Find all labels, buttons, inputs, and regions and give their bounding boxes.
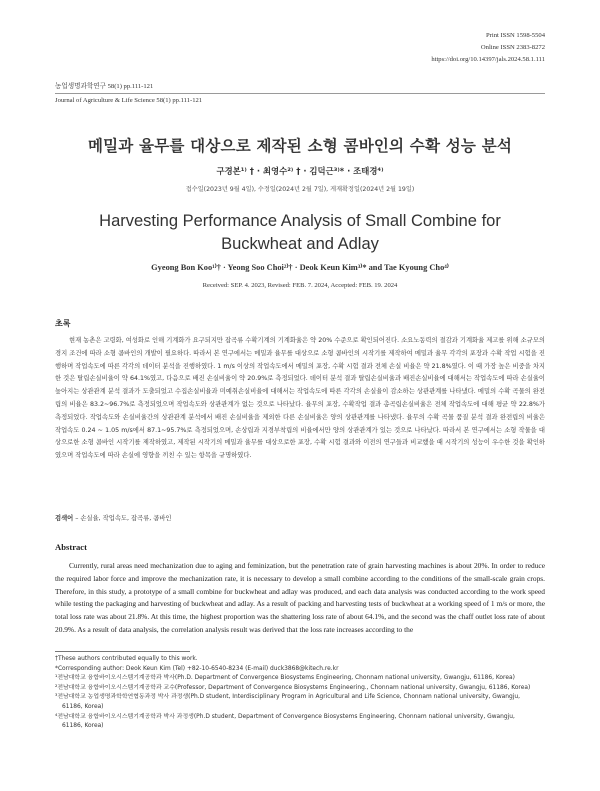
abstract-ko-text: 현재 농촌은 고령화, 여성화로 인해 기계화가 요구되지만 잡곡류 수확기계의 기계화율은 약 20% 수준으로 확인되어진다. 소요노동력의 절감과 기계화율 제고를 위해 소규모의 경지 조건에 따라 소형 콤바인의 개발이 필요하다. 따라서 본 연구에서는 메밀과 율무를 대상으로 소형 콤바인의 시작기를 제작하여 메밀과 율무 각각의 포장과 수확 작업 시험을 진행하며 작업속도에 따른 각각의 데이터 분석을 진행하였다. 1 m/s 이상의 작업속도에서 메밀의 포장, 수확 시험 결과 전체 손실 비율은 약 21.8%였다. 이 때 가장 높은 비중을 차지한 것은 탈립손실비율이 약 64.1%였고, 다음으로 배진 손실비율이 약 20.9%로 측정되었다. 데이터 분석 결과 탈립손실비율과 배진손실비율에 대해서는 작업속도에 따라 손실율이 높아지는 상관관계 분석 결과가 도출되었고 수집손실비율과 미예취손실비율에 대해서는 작업속도에 따른 각각의 손실율이 감소하는 상관관계를 나타냈다. 메밀의 수확 곡물의 완전립의 비율은 83.2~96.7%로 측정되었으며 작업속도와 상관관계가 없는 것으로 나타났다. 율무의 포장, 수확작업 결과 총곡립손실비율은 전체 작업속도에 대해 평균 약 22.8%가 측정되었다. 작업속도와 손실비율간의 상관관계 분석에서 배진 손실비율을 제외한 다른 손실비율은 양의 상관관계를 나타냈다. 율무의 수확 곡물 품질 분석 결과 완전립의 비율은 작업속도 0.24 ~ 1.05 m/s에서 87.1~95.7%로 측정되었으며, 손상립과 지경부착립의 비율에서만 양의 상관관계가 있는 것으로 나타났다. 따라서 본 연구에서는 소형 작물을 대상으로한 소형 콤바인 시작기를 제작하였고, 제작된 시작기의 메밀과 율무를 대상으로한 포장, 수확 시험 결과와 이전의 연구들과 비교했을 때 시작기의 성능이 우수한 것을 확인하였으며 작업속도에 따라 손실에 영향을 끼친 수 있는 항목을 규명하였다.: [55, 337, 545, 460]
dates-ko: 접수일(2023년 9월 4일), 수정일(2024년 2월 7일), 게재확정일(2024년 2월 19일): [185, 186, 415, 193]
issn-block: [431, 30, 545, 66]
footnote-equal-contribution: †These authors contributed equally to this work.: [55, 656, 198, 662]
paper-title-en: Harvesting Performance Analysis of Small Combine for Buckwheat and Adlay: [99, 212, 501, 253]
abstract-en-text: Currently, rural areas need mechanization due to aging and feminization, but the penetration rate of grain harvesting machines is about 20%. In order to reduce the required labor force and improve the mechanization rate, it is necessary to develop a small combine according to the conditions of the small-scale grain crops. Therefore, in this study, a prototype of a small combine for buckwheat and adlay was produced, and each data analysis was conducted according to the work speed while testing the packaging and harvesting of buckwheat and adlay. As a result of packing and harvesting tests of buckwheat at a working speed of 1 m/s or more, the total loss rate was about 21.8%. At this time, the highest proportion was the shattering loss rate of about 64.1%, and the second was the chaff outlet loss rate of about 20.9%. As a result of data analysis, the correlation analysis result was derived that the loss rate increases according to the: [55, 561, 545, 634]
online-issn: Online ISSN 2383-8272: [480, 44, 545, 51]
footnote-affiliation-4-cont: 61186, Korea): [62, 723, 104, 730]
footnote-corresponding-author: *Corresponding author: Deok Keun Kim (Tel) +82-10-6540-8234 (E-mail) duck3868@kitech.re.kr: [55, 665, 339, 672]
keywords-text: – 손실율, 작업속도, 잡곡류, 콤바인: [73, 515, 172, 522]
footnote-affiliation-3: ³전남대학교 농업생명과학학연협동과정 박사 과정생(Ph.D student, Interdisciplinary Program in Agricultural and Life Science, Chonnam national university, Gwangju,: [55, 694, 520, 701]
doi-link[interactable]: https://doi.org/10.14397/jals.2024.58.1.111: [431, 56, 545, 63]
abstract-en-body: [55, 560, 545, 637]
abstract-ko-heading: 초록: [55, 319, 71, 328]
footnote-rule: [55, 651, 190, 652]
paper-title-ko: 메밀과 율무를 대상으로 제작된 소형 콤바인의 수확 성능 분석: [87, 137, 513, 155]
header-rule: [55, 93, 545, 94]
print-issn: Print ISSN 1598-5504: [486, 32, 545, 39]
authors-en: Gyeong Bon Koo¹⁾† · Yeong Soo Choi²⁾† · Deok Keun Kim³⁾* and Tae Kyoung Cho⁴⁾: [151, 263, 449, 272]
footnote-affiliation-1: ¹전남대학교 융합바이오시스템기계공학과 박사(Ph.D. Department of Convergence Biosystems Engineering, Chonnam national university, Gwangju, 61186, Korea): [55, 675, 515, 682]
abstract-ko-body: [55, 335, 545, 463]
dates-en: Received: SEP. 4. 2023, Revised: FEB. 7. 2024, Accepted: FEB. 19. 2024: [202, 282, 398, 289]
footnote-affiliation-4: ⁴전남대학교 융합바이오시스템기계공학과 박사 과정생(Ph.D student, Department of Convergence Biosystems Engineering, Chonnam national university, Gwangju,: [55, 713, 515, 720]
journal-name-en: Journal of Agriculture & Life Science 58(1) pp.111-121: [55, 97, 203, 104]
abstract-en-heading: Abstract: [55, 542, 87, 552]
authors-ko: 구경본¹⁾ † · 최영수²⁾ † · 김덕근³⁾* · 조태경⁴⁾: [216, 166, 384, 176]
footnotes: [55, 655, 545, 732]
footnote-affiliation-3-cont: 61186, Korea): [62, 703, 104, 710]
keywords-line: [55, 513, 545, 522]
footnote-affiliation-2: ²전남대학교 융합바이오시스템기계공학과 교수(Professor, Department of Convergence Biosystems Engineering., Chonnam national university, Gwangju, 61186, Korea): [55, 684, 531, 691]
journal-name-ko: 농업생명과학연구 58(1) pp.111-121: [55, 83, 154, 90]
keywords-label: 검색어: [55, 515, 74, 522]
